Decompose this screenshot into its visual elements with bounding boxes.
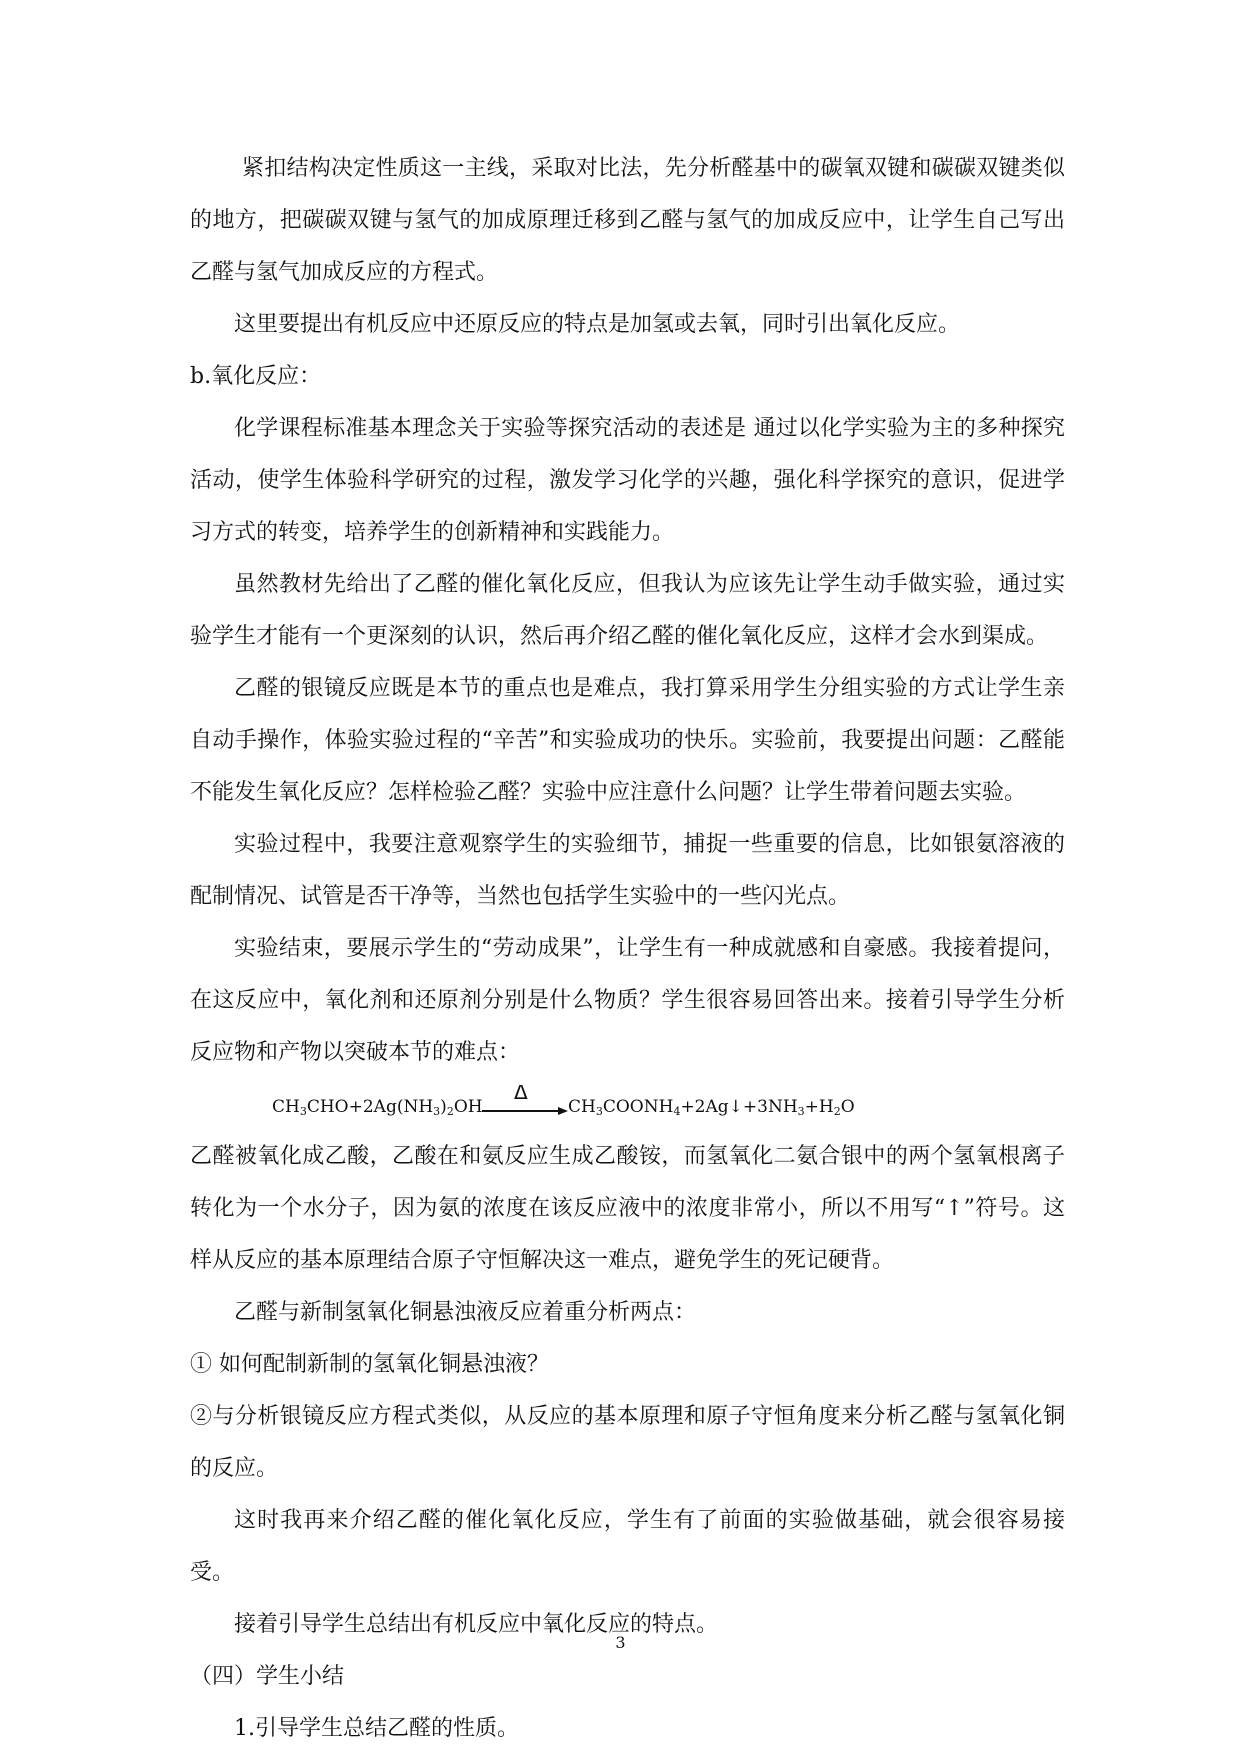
paragraph-equation-explanation: 乙醛被氧化成乙酸，乙酸在和氨反应生成乙酸铵，而氢氧化二氨合银中的两个氢氧根离子转化为一个水分子，因为氨的浓度在该反应液中的浓度非常小，所以不用写“↑”符号。这样从反应的基本原理结合原子守恒解决这一难点，避免学生的死记硬背。 [190, 1144, 1065, 1273]
section-heading-summary: （四）学生小结 [190, 1664, 345, 1689]
section-heading-oxidation: b.氧化反应： [190, 364, 322, 389]
reaction-arrow-with-heat [480, 1085, 570, 1115]
list-item-1: ① 如何配制新制的氢氧化铜悬浊液？ [190, 1352, 549, 1377]
list-item-2: ②与分析银镜反应方程式类似，从反应的基本原理和原子守恒角度来分析乙醛与氢氧化铜的反应。 [190, 1404, 1065, 1481]
page-body [190, 143, 1065, 1755]
equation-reactants: $CH_3CHO+2Ag(NH_3)_2OH$ [272, 1097, 483, 1118]
paragraph-oxidation-feature: 接着引导学生总结出有机反应中氧化反应的特点。 [234, 1612, 719, 1637]
paragraph-curriculum-standard: 化学课程标准基本理念关于实验等探究活动的表述是 通过以化学实验为主的多种探究活动，使学生体验科学研究的过程，激发学习化学的兴趣，强化科学探究的意识，促进学习方式的转变，培养学生的创新精神和实践能力。 [190, 416, 1065, 545]
chemical-equation [190, 1079, 1065, 1131]
paragraph-reduction-feature: 这里要提出有机反应中还原反应的特点是加氢或去氧，同时引出氧化反应。 [234, 312, 961, 337]
paragraph-textbook-order: 虽然教材先给出了乙醛的催化氧化反应，但我认为应该先让学生动手做实验，通过实验学生才能有一个更深刻的认识，然后再介绍乙醛的催化氧化反应，这样才会水到渠成。 [190, 572, 1065, 649]
page-number: 3 [615, 1633, 626, 1652]
paragraph-observation: 实验过程中，我要注意观察学生的实验细节，捕捉一些重要的信息，比如银氨溶液的配制情况、试管是否干净等，当然也包括学生实验中的一些闪光点。 [190, 832, 1065, 909]
paragraph-structure-property: 紧扣结构决定性质这一主线，采取对比法，先分析醛基中的碳氧双键和碳碳双键类似的地方，把碳碳双键与氢气的加成原理迁移到乙醛与氢气的加成反应中，让学生自己写出乙醛与氢气加成反应的方程式。 [190, 156, 1065, 285]
equation-products: $CH_3COONH_4+2Ag↓+3NH_3+H_2O$ [568, 1097, 855, 1118]
paragraph-silver-mirror: 乙醛的银镜反应既是本节的重点也是难点，我打算采用学生分组实验的方式让学生亲自动手操作，体验实验过程的“辛苦”和实验成功的快乐。实验前，我要提出问题：乙醛能不能发生氧化反应？怎样检验乙醛？实验中应注意什么问题？让学生带着问题去实验。 [190, 676, 1065, 805]
paragraph-copper-hydroxide: 乙醛与新制氢氧化铜悬浊液反应着重分析两点： [234, 1300, 697, 1325]
paragraph-results: 实验结束，要展示学生的“劳动成果”，让学生有一种成就感和自豪感。我接着提问，在这反应中，氧化剂和还原剂分别是什么物质？学生很容易回答出来。接着引导学生分析反应物和产物以突破本节的难点： [190, 936, 1065, 1065]
paragraph-catalytic-oxidation: 这时我再来介绍乙醛的催化氧化反应，学生有了前面的实验做基础，就会很容易接受。 [190, 1508, 1065, 1585]
heat-condition-symbol: Δ [514, 1085, 528, 1104]
summary-item-1: 1.引导学生总结乙醛的性质。 [234, 1716, 519, 1741]
